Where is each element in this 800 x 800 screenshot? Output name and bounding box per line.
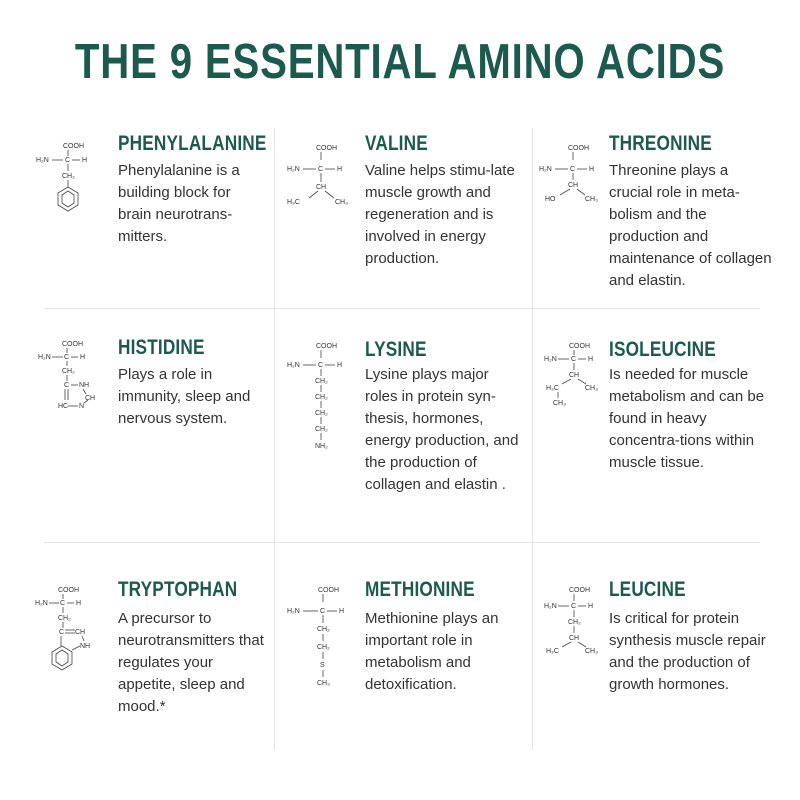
acid-name: TRYPTOPHAN (118, 578, 238, 601)
svg-text:CH₂: CH₂ (315, 378, 328, 385)
methionine-structure (283, 584, 363, 699)
svg-text:HC: HC (58, 403, 69, 410)
svg-text:COOH: COOH (569, 587, 590, 594)
svg-text:CH: CH (569, 372, 580, 379)
svg-text:COOH: COOH (316, 145, 337, 152)
svg-text:CH₂: CH₂ (62, 368, 75, 375)
acid-name: VALINE (365, 132, 428, 155)
svg-text:H: H (337, 166, 343, 173)
svg-text:CH: CH (316, 184, 327, 191)
svg-text:C: C (65, 157, 71, 164)
acid-description: Plays a role in immunity, sleep and nervous system. (118, 366, 251, 427)
svg-text:C: C (320, 608, 326, 615)
svg-text:C: C (571, 356, 577, 363)
svg-text:CH₃: CH₃ (317, 680, 330, 687)
svg-text:CH₃: CH₃ (585, 196, 598, 203)
svg-text:H: H (82, 157, 88, 164)
svg-text:COOH: COOH (62, 341, 83, 348)
acid-name: ISOLEUCINE (609, 338, 716, 361)
svg-text:CH₂: CH₂ (62, 173, 75, 180)
svg-text:H: H (589, 166, 595, 173)
acid-name: THREONINE (609, 132, 712, 155)
acid-name: HISTIDINE (118, 336, 205, 359)
tryptophan-structure (32, 584, 112, 689)
svg-text:CH₂: CH₂ (315, 410, 328, 417)
svg-text:H: H (76, 600, 82, 607)
acid-name: PHENYLALANINE (118, 132, 267, 155)
svg-text:CH: CH (75, 629, 86, 636)
threonine-structure (535, 142, 615, 212)
svg-text:COOH: COOH (568, 145, 589, 152)
svg-text:CH: CH (569, 635, 580, 642)
acid-description: Valine helps stimu-late muscle growth and regeneration and is involved in energy production. (365, 162, 515, 267)
svg-text:CH: CH (568, 182, 579, 189)
svg-text:COOH: COOH (58, 587, 79, 594)
svg-text:H: H (588, 603, 594, 610)
svg-text:H: H (588, 356, 594, 363)
acid-name: LEUCINE (609, 578, 686, 601)
svg-text:H₃C: H₃C (546, 385, 559, 392)
row-divider (44, 542, 760, 543)
svg-text:S: S (320, 662, 325, 669)
acid-description: Lysine plays major roles in protein syn-thesis, hormones, energy production, and the production of collagen and elastin . (365, 366, 519, 493)
svg-text:CH₃: CH₃ (585, 385, 598, 392)
acid-description: Methionine plays an important role in metabolism and detoxification. (365, 610, 499, 693)
svg-text:H₂N: H₂N (35, 600, 48, 607)
svg-text:H₂N: H₂N (287, 608, 300, 615)
svg-text:H₂N: H₂N (544, 356, 557, 363)
column-divider (532, 128, 533, 750)
svg-text:C: C (318, 166, 324, 173)
valine-structure (283, 142, 363, 212)
page-title: THE 9 ESSENTIAL AMINO ACIDS (74, 35, 726, 89)
svg-text:H₂N: H₂N (287, 362, 300, 369)
svg-text:H₂N: H₂N (287, 166, 300, 173)
column-divider (274, 128, 275, 750)
acid-description: Threonine plays a crucial role in meta-bolism and the production and maintenance of collagen and elastin. (609, 162, 772, 289)
svg-text:CH₂: CH₂ (315, 426, 328, 433)
svg-text:NH: NH (80, 643, 91, 650)
lysine-structure (283, 340, 363, 465)
svg-text:CH₃: CH₃ (585, 648, 598, 655)
acid-description: Is critical for protein synthesis muscle repair and the production of growth hormones. (609, 610, 766, 693)
svg-text:CH₃: CH₃ (553, 400, 566, 407)
svg-text:H: H (339, 608, 345, 615)
svg-text:CH: CH (85, 395, 96, 402)
svg-text:H₂N: H₂N (544, 603, 557, 610)
svg-text:COOH: COOH (63, 143, 84, 150)
svg-text:H₃C: H₃C (287, 199, 300, 206)
svg-text:C: C (59, 629, 65, 636)
svg-text:NH: NH (79, 382, 90, 389)
svg-text:CH₂: CH₂ (317, 644, 330, 651)
svg-text:C: C (318, 362, 324, 369)
svg-text:H: H (337, 362, 343, 369)
row-divider (44, 308, 760, 309)
svg-text:C: C (64, 354, 70, 361)
svg-text:CH₂: CH₂ (58, 615, 71, 622)
histidine-structure (34, 338, 104, 418)
svg-text:COOH: COOH (316, 343, 337, 350)
svg-text:H: H (80, 354, 86, 361)
svg-text:COOH: COOH (569, 343, 590, 350)
acid-description: Phenylalanine is a building block for brain neurotrans-mitters. (118, 162, 240, 245)
svg-text:CH₂: CH₂ (315, 394, 328, 401)
leucine-structure (538, 584, 618, 664)
phenylalanine-structure (30, 140, 110, 225)
svg-text:H₂N: H₂N (36, 157, 49, 164)
svg-text:N: N (79, 403, 85, 410)
svg-text:C: C (60, 600, 66, 607)
svg-text:C: C (64, 382, 70, 389)
svg-text:NH₂: NH₂ (315, 443, 328, 450)
svg-text:H₃C: H₃C (546, 648, 559, 655)
svg-text:H₂N: H₂N (539, 166, 552, 173)
svg-text:CH₂: CH₂ (317, 626, 330, 633)
svg-text:H₂N: H₂N (38, 354, 51, 361)
svg-text:C: C (571, 603, 577, 610)
acid-description: A precursor to neurotransmitters that regulates your appetite, sleep and mood.* (118, 610, 264, 715)
acid-description: Is needed for muscle metabolism and can be found in heavy concentra-tions within muscle tissue. (609, 366, 765, 471)
acid-name: METHIONINE (365, 578, 475, 601)
svg-text:COOH: COOH (318, 587, 339, 594)
svg-text:HO: HO (545, 196, 556, 203)
svg-text:CH₂: CH₂ (568, 619, 581, 626)
acid-name: LYSINE (365, 338, 427, 361)
svg-text:CH₃: CH₃ (335, 199, 348, 206)
svg-text:C: C (570, 166, 576, 173)
isoleucine-structure (538, 340, 618, 415)
